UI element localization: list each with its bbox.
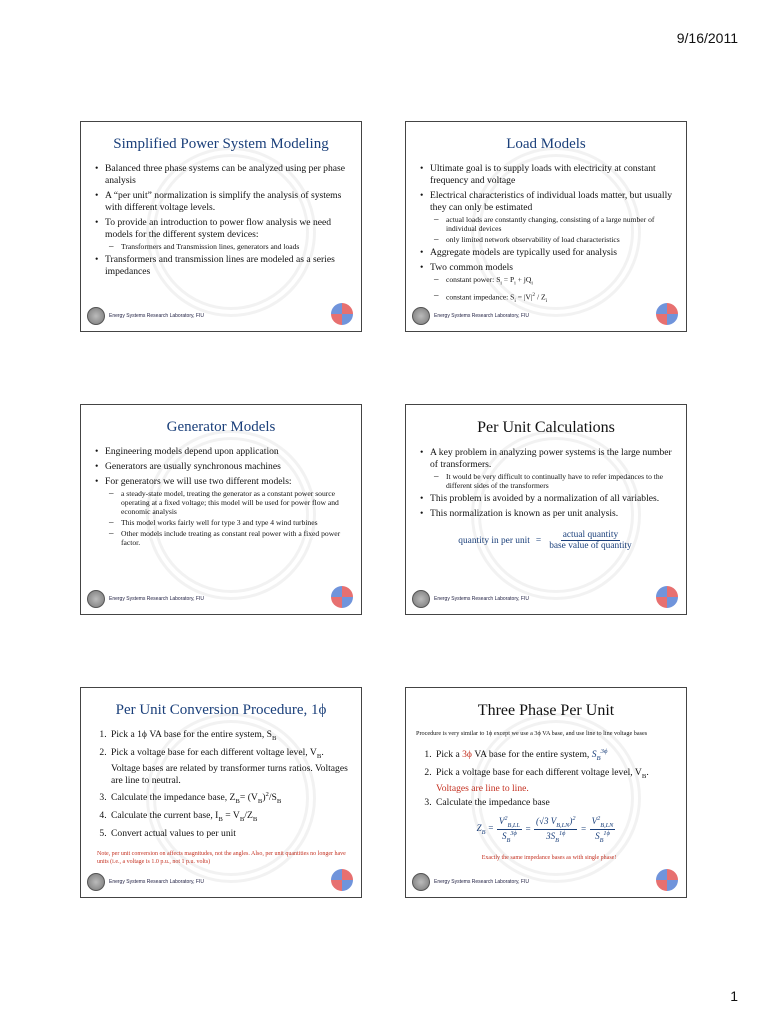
lab-logo-icon	[656, 303, 678, 325]
slide-title: Load Models	[506, 136, 586, 152]
slide-title: Generator Models	[166, 419, 276, 435]
university-seal-icon	[412, 873, 430, 891]
slide-title: Per Unit Conversion Procedure, 1ϕ	[115, 702, 327, 718]
bullet-text: A key problem in analyzing power systems is the large number of transformers.	[430, 447, 672, 470]
sub-item: – Transformers and Transmission lines, generators and loads	[105, 242, 351, 251]
numbered-list	[416, 746, 676, 809]
page-date: 9/16/2011	[676, 30, 738, 46]
university-seal-icon	[87, 873, 105, 891]
slide-title: Three Phase Per Unit	[477, 702, 615, 719]
list-item-text: Pick a voltage base for each different voltage level, V	[436, 767, 642, 779]
slide-per-unit-conversion	[80, 687, 362, 898]
list-item-text: Calculate the current base, I	[111, 809, 219, 821]
list-item: 1. Pick a 3ϕ VA base for the entire system, $S_B^{3\phi}$	[434, 746, 676, 765]
university-seal-icon	[412, 307, 430, 325]
footer-lab-name: Energy Systems Research Laboratory, FIU	[434, 313, 529, 319]
lab-logo-icon	[331, 303, 353, 325]
bullet-item: • This problem is avoided by a normalization of all variables.	[416, 493, 676, 505]
slide-generator-models	[80, 404, 362, 615]
sub-list	[105, 489, 351, 547]
slide-footer	[412, 873, 529, 891]
list-item: 1. Pick a 1ϕ VA base for the entire system, $S_B$	[109, 729, 351, 745]
sub-list	[105, 242, 351, 251]
slide-simplified-modeling	[80, 121, 362, 332]
slide-footer	[87, 590, 204, 608]
lab-logo-icon	[656, 869, 678, 891]
slide-title: Simplified Power System Modeling	[113, 136, 329, 152]
bullet-item: • Engineering models depend upon application	[91, 446, 351, 458]
list-item-text: Calculate the impedance base, Z	[111, 792, 236, 803]
slide-footer	[412, 307, 529, 325]
list-item: 3. Calculate the impedance base	[434, 797, 676, 809]
slide-intro: Procedure is very similar to 1ϕ except we use a 3ϕ VA base, and use line to line voltage bases	[416, 730, 648, 737]
sub-list	[430, 472, 676, 490]
sub-list	[430, 215, 676, 244]
bullet-item	[416, 262, 676, 306]
footer-lab-name: Energy Systems Research Laboratory, FIU	[109, 596, 204, 602]
list-item: 3. Calculate the impedance base, $Z_B= (V_B)^2/S_B$	[109, 789, 351, 808]
slide-title: Per Unit Calculations	[477, 419, 615, 436]
lab-logo-icon	[331, 586, 353, 608]
list-item: 4. Calculate the current base, $I_B = V_B/Z_B$	[109, 810, 351, 826]
bullet-list	[91, 446, 351, 547]
bullet-text: Two common models	[430, 262, 513, 273]
bullet-item	[416, 447, 676, 490]
bullet-list	[91, 163, 351, 278]
sub-item: – It would be very difficult to continually have to refer impedances to the different sides of the transformers	[430, 472, 676, 490]
bullet-text: Electrical characteristics of individual loads matter, but usually they can only be estimated	[430, 190, 673, 213]
slide-footer	[87, 307, 204, 325]
footer-lab-name: Energy Systems Research Laboratory, FIU	[434, 879, 529, 885]
slide-per-unit-calculations	[405, 404, 687, 615]
footer-lab-name: Energy Systems Research Laboratory, FIU	[109, 879, 204, 885]
bullet-list	[416, 447, 676, 520]
bullet-item: • Aggregate models are typically used for analysis	[416, 247, 676, 259]
sub-item: – Other models include treating as constant real power with a fixed power factor.	[105, 529, 351, 547]
formula-equals: =	[535, 535, 542, 546]
bullet-item: • Generators are usually synchronous machines	[91, 461, 351, 473]
bullet-item	[91, 476, 351, 547]
bullet-item: • Ultimate goal is to supply loads with electricity at constant frequency and voltage	[416, 163, 676, 187]
sub-item: – actual loads are constantly changing, consisting of a large number of individual devices	[430, 215, 676, 233]
slide-note: Exactly the same impedance bases as with single phase!	[481, 854, 617, 861]
sub-item: – constant power: $S_i = P_i + jQ_i$	[430, 275, 676, 289]
sub-item-text: constant impedance: S	[446, 292, 515, 302]
list-item-text: Pick a 1ϕ VA base for the entire system, S	[111, 729, 273, 740]
footer-lab-name: Energy Systems Research Laboratory, FIU	[109, 313, 204, 319]
list-item: 5. Convert actual values to per unit	[109, 828, 351, 840]
formula-lhs: quantity in per unit	[458, 535, 530, 546]
bullet-item: • Transformers and transmission lines are modeled as a series impedances	[91, 254, 351, 278]
bullet-item: • Balanced three phase systems can be analyzed using per phase analysis	[91, 163, 351, 187]
list-item: 2. Pick a voltage base for each different voltage level, $V_B$. Voltages are line to line.	[434, 767, 676, 795]
university-seal-icon	[87, 590, 105, 608]
bullet-text: To provide an introduction to power flow analysis we need models for the different system devices:	[105, 217, 332, 240]
formula-numerator: actual quantity	[562, 530, 619, 540]
bullet-item	[416, 190, 676, 244]
per-unit-formula	[416, 530, 676, 551]
bullet-text: For generators we will use two different models:	[105, 476, 292, 487]
sub-item: – constant impedance: $S_i = |V|^2 / Z_i$	[430, 291, 676, 306]
slide-footer	[412, 590, 529, 608]
list-item: 2. Pick a voltage base for each different voltage level, $V_B$. Voltage bases are related by transformer turns ratios. Voltages are line to neutral.	[109, 747, 351, 787]
bullet-item: • A “per unit” normalization is simplify the analysis of systems with different voltage levels.	[91, 190, 351, 214]
list-item-text: Pick a	[436, 749, 460, 761]
bullet-list	[416, 163, 676, 306]
bullet-item: • This normalization is known as per unit analysis.	[416, 508, 676, 520]
slide-footer	[87, 873, 204, 891]
list-item-text: Pick a voltage base for each different voltage level, V	[111, 746, 317, 758]
formula-fraction	[547, 530, 634, 551]
sub-item: – only limited network observability of load characteristics	[430, 235, 676, 244]
sub-item: – a steady-state model, treating the generator as a constant power source operating at a fixed voltage; this model will be used for power flow and economic analysis	[105, 489, 351, 516]
slide-note: Note, per unit conversion on affects magnitudes, not the angles. Also, per unit quantities no longer have units (i.e., a voltage is 1.0 p.u., not 1 p.u. volts)	[97, 850, 346, 865]
footer-lab-name: Energy Systems Research Laboratory, FIU	[434, 596, 529, 602]
lab-logo-icon	[656, 586, 678, 608]
sub-item: – This model works fairly well for type 3 and type 4 wind turbines	[105, 518, 351, 527]
page-number: 1	[730, 988, 738, 1004]
slide-load-models	[405, 121, 687, 332]
impedance-base-formula: $Z_B$ = $\frac{V^2_{B,LL}}{S_B^{3\phi}}$ = $\frac{(√3 V_{B,LN})^2}{3S_B^{1\phi}}$ = $\frac{V^2_{B,LN}}{S_B^{1\phi}}$	[476, 815, 614, 844]
slide-three-phase-per-unit	[405, 687, 687, 898]
sub-list	[430, 275, 676, 306]
sub-item-text: constant power: S	[446, 275, 501, 284]
numbered-list	[91, 729, 351, 840]
lab-logo-icon	[331, 869, 353, 891]
bullet-item	[91, 217, 351, 251]
university-seal-icon	[412, 590, 430, 608]
university-seal-icon	[87, 307, 105, 325]
formula-denominator: base value of quantity	[549, 541, 632, 551]
